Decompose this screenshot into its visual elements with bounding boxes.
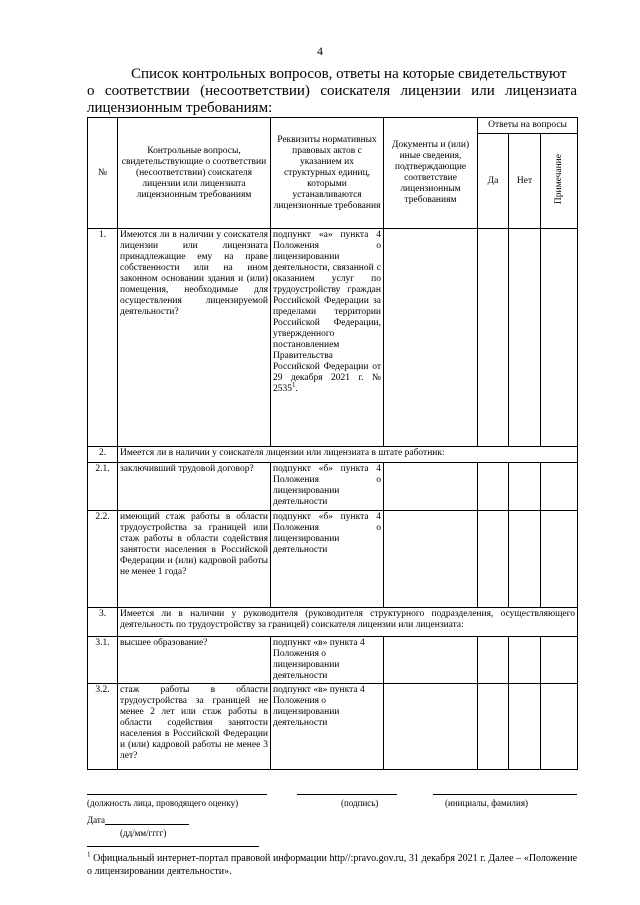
date-line[interactable]: [105, 815, 189, 825]
signature-caption: (подпись): [341, 798, 379, 808]
footnote-ref: 1: [292, 380, 296, 389]
checklist-table: [87, 117, 578, 770]
row-number: 2.: [88, 447, 118, 463]
table-row: [88, 637, 578, 684]
signature-line[interactable]: [297, 794, 397, 795]
row-yes[interactable]: [478, 229, 509, 447]
position-caption: (должность лица, проводящего оценку): [87, 798, 239, 808]
page-number: 4: [317, 44, 323, 58]
initials-caption: (инициалы, фамилия): [445, 798, 528, 808]
row-question: Имеется ли в наличии у руководителя (руководителя структурного подразделения, осуществляющего деятельность по трудоустройству за границей) соискателя лицензии или лицензиата:: [118, 608, 578, 637]
footnote: [87, 852, 577, 878]
row-no[interactable]: [509, 637, 541, 684]
row-note[interactable]: [541, 637, 578, 684]
row-no[interactable]: [509, 511, 541, 608]
row-requisite: подпункт «б» пункта 4 Положения о лицензировании деятельности: [271, 463, 384, 511]
row-requisite-text: подпункт «а» пункта 4 Положения о лицензировании деятельности, связанной с оказанием услуг по трудоустройству граждан Российской Федерации за пределами территории Российской Федерации, утвержденного постановлением Правительства Российской Федерации от 29 декабря 2021 г. № 2535: [273, 230, 381, 394]
row-question: имеющий стаж работы в области трудоустройства за границей или стаж работы в области содействия занятости населения в Российской Федерации и (или) кадровой работы не менее 1 года?: [118, 511, 271, 608]
footnote-separator: [87, 846, 259, 847]
table-row: [88, 447, 578, 463]
title-line-1: Список контрольных вопросов, ответы на которые свидетельствуют: [131, 66, 567, 82]
row-note[interactable]: [541, 684, 578, 770]
row-note[interactable]: [541, 511, 578, 608]
header-note: [541, 134, 578, 229]
row-number: 3.: [88, 608, 118, 637]
row-number: 1.: [88, 229, 118, 447]
row-question: высшее образование?: [118, 637, 271, 684]
row-documents: [384, 229, 478, 447]
header-questions: Контрольные вопросы, свидетельствующие о соответствии (несоответствии) соискателя лицензии или лицензиата лицензионным требованиям: [118, 118, 271, 229]
row-documents: [384, 637, 478, 684]
row-question: Имеется ли в наличии у соискателя лицензии или лицензиата в штате работник:: [118, 447, 578, 463]
table-row: [88, 608, 578, 637]
header-answers: Ответы на вопросы: [478, 118, 578, 134]
row-no[interactable]: [509, 229, 541, 447]
row-note[interactable]: [541, 229, 578, 447]
table-row: [88, 684, 578, 770]
document-title: [87, 66, 577, 117]
header-note-label: Примечание: [553, 153, 564, 205]
row-number: 2.2.: [88, 511, 118, 608]
title-line-2: о соответствии (несоответствии) соискателя лицензии или лицензиата: [87, 83, 577, 99]
row-question: стаж работы в области трудоустройства за границей не менее 2 лет или стаж работы в области содействия занятости населения в Российской Федерации и (или) кадровой работы не менее 3 лет?: [118, 684, 271, 770]
row-documents: [384, 511, 478, 608]
row-note[interactable]: [541, 463, 578, 511]
header-number: №: [88, 118, 118, 229]
header-yes: Да: [478, 134, 509, 229]
row-requisite: подпункт «в» пункта 4 Положения о лицензировании деятельности: [271, 684, 384, 770]
row-number: 2.1.: [88, 463, 118, 511]
row-requisite: подпункт «б» пункта 4 Положения о лицензировании деятельности: [271, 511, 384, 608]
table-row: [88, 229, 578, 447]
row-number: 3.2.: [88, 684, 118, 770]
row-requisite: подпункт «в» пункта 4 Положения о лицензировании деятельности: [271, 637, 384, 684]
row-yes[interactable]: [478, 684, 509, 770]
date-row: [87, 815, 189, 825]
header-no: Нет: [509, 134, 541, 229]
initials-line[interactable]: [433, 794, 577, 795]
row-question: заключивший трудовой договор?: [118, 463, 271, 511]
row-no[interactable]: [509, 463, 541, 511]
row-yes[interactable]: [478, 463, 509, 511]
row-question: Имеются ли в наличии у соискателя лицензии или лицензиата принадлежащие ему на праве собственности или на ином законном основании здания и (или) помещения, необходимые для осуществления лицензируемой деятельности?: [118, 229, 271, 447]
footnote-text: Официальный интернет-портал правовой информации http//:pravo.gov.ru, 31 декабря 2021 г. Далее – «Положение о лицензировании деятельности».: [87, 853, 578, 877]
row-yes[interactable]: [478, 637, 509, 684]
row-requisite: подпункт «а» пункта 4 Положения о лицензировании деятельности, связанной с оказанием услуг по трудоустройству граждан Российской Федерации за пределами территории Российской Федерации, утвержденного постановлением Правительства Российской Федерации от 29 декабря 2021 г. № 2535$^1$.: [271, 229, 384, 447]
table-row: [88, 463, 578, 511]
position-line[interactable]: [87, 794, 267, 795]
table-row: [88, 511, 578, 608]
footnote-marker: 1: [87, 850, 91, 859]
row-yes[interactable]: [478, 511, 509, 608]
row-documents: [384, 684, 478, 770]
title-line-3: лицензионным требованиям:: [87, 100, 273, 116]
date-label: Дата: [87, 815, 105, 825]
date-format: (дд/мм/гггг): [120, 828, 167, 838]
header-documents: Документы и (или) иные сведения, подтверждающие соответствие лицензионным требованиям: [384, 118, 478, 229]
row-documents: [384, 463, 478, 511]
header-requisites: Реквизиты нормативных правовых актов с указанием их структурных единиц, которыми устанавливаются лицензионные требования: [271, 118, 384, 229]
row-number: 3.1.: [88, 637, 118, 684]
row-no[interactable]: [509, 684, 541, 770]
